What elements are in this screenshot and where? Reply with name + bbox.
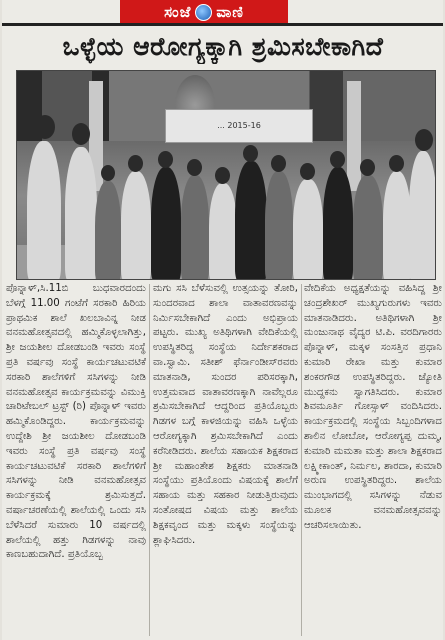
article-paragraph: ವೇದಿಕೆಯ ಅಧ್ಯಕ್ಷತೆಯನ್ನು ವಹಿಸಿದ್ದ ಶ್ರೀ ಚಂದ್ರಶೇಖರ್ ಮುಖ್ಯಗುರುಗಳು ಇವರು ಮಾತನಾಡಿದರು. ಅತಿಥಿಗಳಾಗಿ ಶ್ರೀ ಮಂಜುನಾಥ ವೈದ್ಯರ ಟಿ.ಪಿ. ವರದಿಗಾರರು ಪೊನ್ನಾಳ್, ಮಕ್ಕಳ ಸಂಸತ್ತಿನ ಪ್ರಧಾನಿ ಕುಮಾರಿ ರೇಖಾ ಮತ್ತು ಕುಮಾರ ಶಂಕರಗೌಡ ಉಪಸ್ಥಿತರಿದ್ದರು. ಜ್ಯೋತಿ ಮುದ್ದಕನು ಸ್ವಾಗತಿಸಿದರು. ಕುಮಾರ ಶಿವಮೂರ್ತಿ ಗೋಸ್ಸಾಳ್ ವಂದಿಸಿದರು. ಕಾರ್ಯಕ್ರಮದಲ್ಲಿ ಸಂಸ್ಥೆಯ ಸಿಬ್ಬಂದಿಗಳಾದ ಶಾಲಿನ ಲೋಬೋ, ಆರೋಗ್ಯಪ್ಪ ದುಮ್ಮ, ಕುಮಾರಿ ಮಮತಾ ಮತ್ತು ಶಾಲಾ ಶಿಕ್ಷಕರಾದ ಲಕ್ಷ್ಮೀಕಾಂತ್, ನಿರ್ಮಲ, ಶಾರದಾ, ಕುಮಾರಿ ಅರುಣ ಉಪಸ್ಥಿತರಿದ್ದರು. ಶಾಲೆಯ ಮುಂಭಾಗದಲ್ಲಿ ಸಸಿಗಳನ್ನು ನೆಡುವ ಮೂಲಕ ವನಮಹೋತ್ಸವವನ್ನು ಆಚರಿಸಲಾಯಿತು. xyxy=(304,283,442,531)
article-paragraph: ಮಗು ಸಸಿ ಬೆಳೆಸುವಲ್ಲಿ ಉತ್ಸಯನ್ನು ತೋರಿ, ಸುಂದರವಾದ ಶಾಲಾ ವಾತಾವರಣವನ್ನು ನಿರ್ಮಿಸಬೇಕಾಗಿದೆ ಎಂದು ಅಭಿಪ್ರಾಯ ಪಟ್ಟರು. ಮುಖ್ಯ ಅತಿಥಿಗಳಾಗಿ ವೇದಿಕೆಯಲ್ಲಿ ಉಪಸ್ಥಿತರಿದ್ದ ಸಂಸ್ಥೆಯ ನಿರ್ದೇಶಕರಾದ ವಾ.ಸ್ವಾಮಿ. ಸತೀಶ್ ಫೆರ್ನಾಂಡೀಸ್‌ರವರು ಮಾತನಾಡಿ, ಸುಂದರ ಪರಿಸರಕ್ಕಾಗಿ, ಉತ್ತಮವಾದ ವಾತಾವರಣಕ್ಕಾಗಿ ನಾವೆಲ್ಲರೂ ಶ್ರಮಿಸಬೇಕಾಗಿದೆ ಆದ್ದರಿಂದ ಪ್ರತಿಯೊಬ್ಬರು ಗಿಡಗಳ ಬಗ್ಗೆ ಕಾಳಜಿಯನ್ನು ವಹಿಸಿ ಒಳ್ಳೆಯ ಆರೋಗ್ಯಕ್ಕಾಗಿ ಶ್ರಮಿಸಬೇಕಾಗಿದೆ ಎಂದು ಕರೆನೀಡಿದರು. ಶಾಲೆಯ ಸಹಾಯಕ ಶಿಕ್ಷಕರಾದ ಶ್ರೀ ಮಹಾಂತೇಶ ಶಿಕ್ಷಕರು ಮಾತನಾಡಿ ಸಂಸ್ಥೆಯು ಪ್ರತಿಯೊಂದು ವಿಷಯಕ್ಕೆ ಶಾಲೆಗೆ ಸಹಾಯ ಮತ್ತು ಸಹಕಾರ ನೀಡುತ್ತಿರುವುದು ಸಂತೋಷದ ವಿಷಯ ಮತ್ತು ಶಾಲೆಯ ಶಿಕ್ಷಕವೃಂದ ಮತ್ತು ಮಕ್ಕಳು ಸಂಸ್ಥೆಯನ್ನು ಶ್ಲಾಘಿಸಿದರು. xyxy=(153,283,298,546)
child-figure xyxy=(293,179,323,280)
article-headline: ಒಳ್ಳೆಯ ಆರೋಗ್ಯಕ್ಕಾಗಿ ಶ್ರಮಿಸಬೇಕಾಗಿದೆ xyxy=(62,32,384,61)
person-head xyxy=(415,129,433,151)
child-head xyxy=(389,155,404,172)
person-figure xyxy=(409,151,436,280)
article-photo xyxy=(16,70,436,280)
newspaper-clipping xyxy=(2,0,443,640)
article-column xyxy=(6,282,146,638)
child-figure xyxy=(181,175,209,280)
pillar xyxy=(347,81,361,191)
person-head xyxy=(72,123,90,145)
newspaper-masthead xyxy=(120,0,288,24)
child-head xyxy=(360,159,375,176)
article-column xyxy=(304,282,442,638)
child-head xyxy=(158,151,173,168)
child-figure xyxy=(235,161,267,280)
child-figure xyxy=(323,167,353,280)
masthead-rule xyxy=(2,23,443,26)
child-figure xyxy=(383,171,411,280)
child-figure xyxy=(95,181,121,280)
globe-icon xyxy=(195,4,212,21)
child-head xyxy=(271,155,286,172)
column-divider xyxy=(301,284,302,636)
child-head xyxy=(128,155,143,172)
child-head xyxy=(243,145,258,162)
child-head xyxy=(300,163,315,180)
child-figure xyxy=(209,183,237,280)
article-column xyxy=(153,282,298,638)
child-figure xyxy=(121,171,151,280)
person-figure xyxy=(65,147,97,280)
article-body xyxy=(6,282,442,638)
child-figure xyxy=(265,171,293,280)
child-figure xyxy=(353,175,383,280)
child-head xyxy=(187,159,202,176)
child-head xyxy=(215,167,230,184)
person-head xyxy=(35,115,55,139)
person-figure xyxy=(27,141,61,280)
masthead-title-right: ವಾಣಿ xyxy=(216,3,244,21)
event-banner: ... 2015-16 xyxy=(165,109,313,143)
column-divider xyxy=(149,284,150,636)
child-figure xyxy=(151,167,181,280)
article-paragraph: ಪೊನ್ನಾಳ್,ಸಿ.11ಬಿ ಬುಧವಾರದಂದು ಬೆಳಗ್ಗೆ 11.00 ಗಂಟೆಗೆ ಸರಕಾರಿ ಹಿರಿಯ ಪ್ರಾಥಮಿಕ ಶಾಲೆ ಖಲಬಾವಿನ್ನ ನೀಡ ವನಮಹೋತ್ಸವದಲ್ಲಿ ಹಮ್ಮಿಕೊಳ್ಳಲಾಗಿತ್ತು, ಶ್ರೀ ಜಯಶೀಲ ದೋಡಬಂಡಿ ಇವರು ಸಂಸ್ಥೆ ಪ್ರತಿ ವರ್ಷವು ಸಂಸ್ಥೆ ಕಾರ್ಯಚಟುವಟಿಕೆ ಸರಕಾರಿ ಶಾಲೆಗಳಿಗೆ ಸಸಿಗಳನ್ನು ನೀಡಿ ವನಮಹೋತ್ಸವ ಕಾರ್ಯಕ್ರಮವನ್ನು ವಿಮುಕ್ತಿ ಚಾರಿಟೇಬಲ್ ಟ್ರಸ್ಟ್ (ರಿ) ಪೊನ್ನಾಳ್ ಇವರು ಹಮ್ಮಿಕೊಂಡಿದ್ದರು. ಕಾರ್ಯಕ್ರಮವನ್ನು ಉದ್ದೇಶಿ ಶ್ರೀ ಜಯಶೀಲ ದೋಡಬಂಡಿ ಇವರು ಸಂಸ್ಥೆ ಪ್ರತಿ ವರ್ಷವು ಸಂಸ್ಥೆ ಕಾರ್ಯಚಟುವಟಿಕೆ ಸರಕಾರಿ ಶಾಲೆಗಳಿಗೆ ಸಸಿಗಳನ್ನು ನೀಡಿ ವನಮಹೋತ್ಸವ ಕಾರ್ಯಕ್ರಮಕ್ಕೆ ಶ್ರಮಿಸುತ್ತದೆ. ವರ್ಷಾಚರಣೆಯಲ್ಲಿ ಶಾಲೆಯಲ್ಲಿ ಒಂದು ಸಸಿ ಬೆಳೆಸಿದರೆ ಸುಮಾರು 10 ವರ್ಷದಲ್ಲಿ ಶಾಲೆಯಲ್ಲಿ ಹತ್ತು ಗಿಡಗಳನ್ನು ನಾವು ಕಾಣಬಹುದಾಗಿದೆ. ಪ್ರತಿಯೊಬ್ಬ xyxy=(6,283,146,561)
masthead-title-left: ಸಂಜೆ xyxy=(164,3,192,21)
child-head xyxy=(101,165,115,181)
child-head xyxy=(330,151,345,168)
